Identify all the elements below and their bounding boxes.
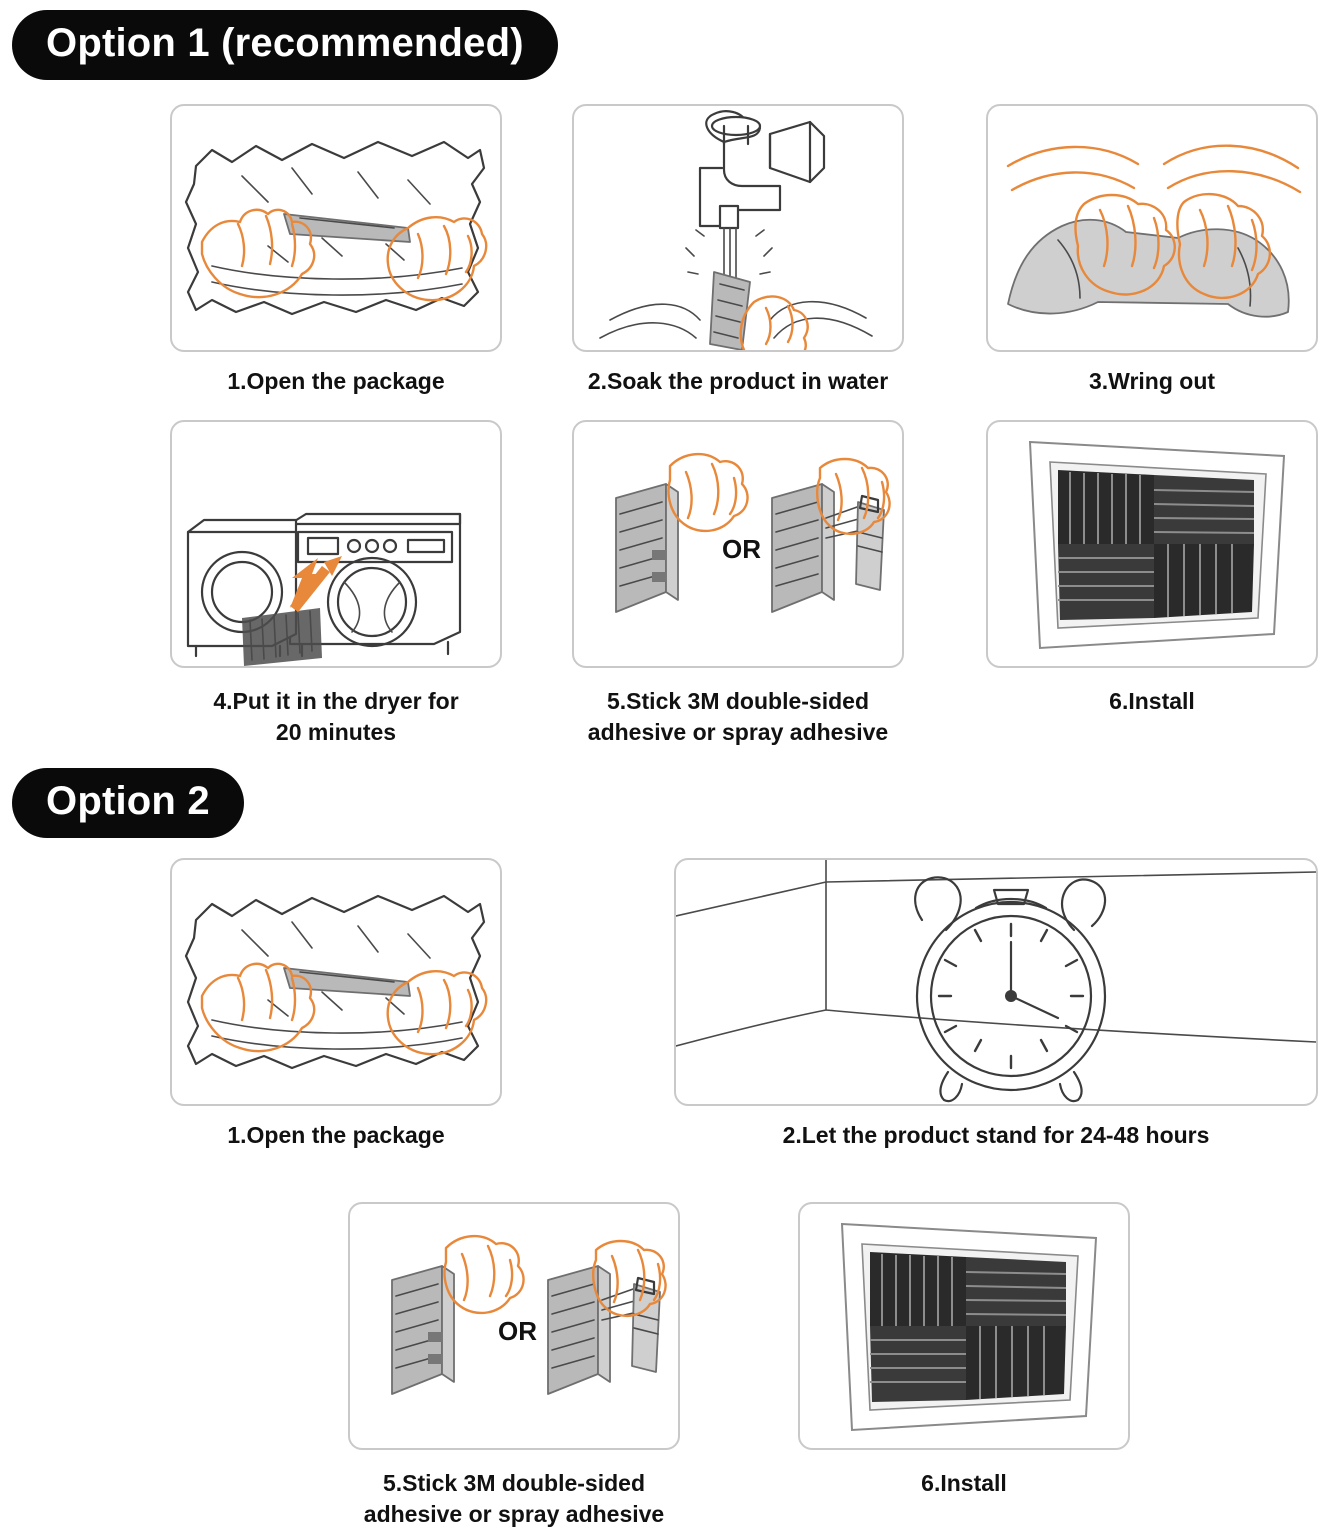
alarm-clock-icon	[676, 860, 1316, 1104]
step-caption-o1-5-line1: 5.Stick 3M double-sided	[607, 688, 869, 714]
step-panel-o1-4	[170, 420, 502, 668]
wring-hands-icon	[988, 106, 1316, 350]
panel-wall-install-icon	[988, 422, 1316, 666]
package-cut-icon	[172, 860, 500, 1104]
option-2-badge: Option 2	[12, 768, 244, 838]
panel-wall-install-icon	[800, 1204, 1128, 1448]
step-panel-o2-5	[348, 1202, 680, 1450]
step-caption-o1-4-line2: 20 minutes	[275, 719, 397, 745]
step-caption-o1-1: 1.Open the package	[227, 368, 445, 394]
step-caption-o1-4-line1: 4.Put it in the dryer for	[213, 688, 459, 714]
step-panel-o2-2	[674, 858, 1318, 1106]
step-caption-o2-2: 2.Let the product stand for 24-48 hours	[782, 1122, 1210, 1148]
or-label: OR	[498, 1316, 537, 1346]
step-caption-o1-3: 3.Wring out	[1088, 368, 1216, 394]
or-label: OR	[722, 534, 761, 564]
step-caption-o2-6: 6.Install	[921, 1470, 1007, 1496]
step-panel-o1-6	[986, 420, 1318, 668]
step-panel-o1-2	[572, 104, 904, 352]
option-1-badge: Option 1 (recommended)	[12, 10, 558, 80]
step-panel-o2-1	[170, 858, 502, 1106]
adhesive-spray-icon	[350, 1204, 678, 1448]
step-caption-o2-1: 1.Open the package	[227, 1122, 445, 1148]
step-panel-o1-1	[170, 104, 502, 352]
step-caption-o2-5-line1: 5.Stick 3M double-sided	[383, 1470, 645, 1496]
faucet-water-icon	[574, 106, 902, 350]
step-panel-o2-6	[798, 1202, 1130, 1450]
package-cut-icon	[172, 106, 500, 350]
step-caption-o1-6: 6.Install	[1109, 688, 1195, 714]
step-caption-o2-5-line2: adhesive or spray adhesive	[363, 1501, 665, 1527]
dryer-machine-icon	[172, 422, 500, 666]
step-panel-o1-5	[572, 420, 904, 668]
step-caption-o1-2: 2.Soak the product in water	[587, 368, 889, 394]
step-panel-o1-3	[986, 104, 1318, 352]
step-caption-o1-5-line2: adhesive or spray adhesive	[587, 719, 889, 745]
adhesive-spray-icon	[574, 422, 902, 666]
